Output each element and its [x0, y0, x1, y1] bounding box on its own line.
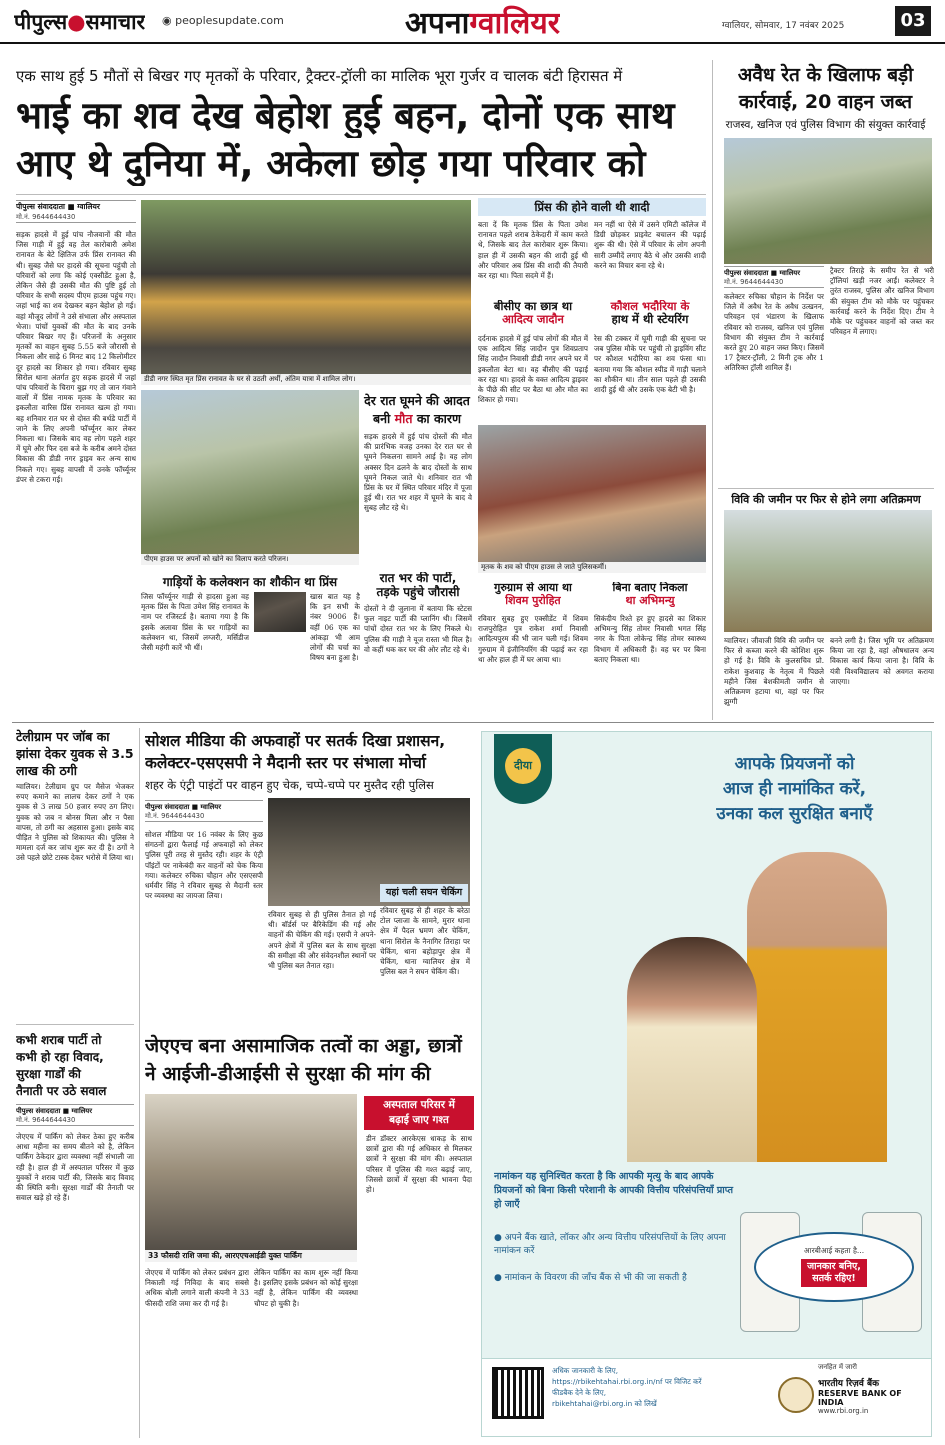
- abhimanyu-heading: बिना बताए निकला था अभिमन्यु: [612, 582, 688, 607]
- land-headline: विवि की जमीन पर फिर से होने लगा अतिक्रमण: [731, 493, 921, 506]
- funeral-photo: [141, 200, 471, 385]
- diya-icon: दीया: [505, 748, 541, 784]
- land-photo: [724, 510, 932, 632]
- qr-code-icon[interactable]: [492, 1367, 544, 1419]
- ad-bullet-1: ● अपने बैंक खाते, लॉकर और अन्य वित्तीय परिसंपत्तियों के लिए अपना नामांकन करें: [494, 1233, 726, 1256]
- man-figure: [747, 852, 887, 1162]
- rbi-link[interactable]: https://rbikehtahai.rbi.org.in/nf पर विजिट करें: [552, 1377, 702, 1386]
- jah-col-2: लेकिन पार्किंग का काम शुरू नहीं किया है। इसलिए इसके प्रबंधन को कोई सुरक्षा नहीं है, लेकिन पार्किंग की व्यवस्था चौपट हो चुकी है।: [254, 1268, 358, 1308]
- page-number: 03: [895, 6, 931, 36]
- grief-photo-caption: पीएम हाउस पर अपनों को खोने का विलाप करते परिजन।: [141, 554, 359, 565]
- hospital-box-heading: अस्पताल परिसर में बढ़ाई जाए गश्त: [364, 1096, 474, 1130]
- car-side-text: खास बात यह है कि इन सभी के नंबर 9006 हैं। वहीं 06 एक का आंकड़ा भी आम लोगों की चर्चा का विषय बना हुआ है।: [310, 592, 360, 663]
- hospital-box-body: डीन डॉक्टर आरकेएस धाकड़ के साथ छात्रों द्वारा की गई अधिकार से मिलकर छात्रों ने सुरक्षा की मांग की। अस्पताल परिसर में पुलिस की गश्त बढ़ाई जाए, जिससे छात्रों में सुरक्षा की भावना पैदा हो।: [366, 1134, 472, 1195]
- checking-box-heading: यहां चली सघन चेकिंग: [380, 884, 468, 902]
- lead-headline-2: आए थे दुनिया में, अकेला छोड़ गया परिवार को: [16, 142, 646, 185]
- section-title: अपनाग्वालियर: [405, 6, 561, 41]
- party-body: दोस्तों ने दी जुलाना में बताया कि स्टेटस फुल नाइट पार्टी की प्लानिंग थी। जिसमें पांचों दोस्त रात भर के लिए निकले थे। पुलिस की गाड़ी ने यूज रास्ता भी मिल है। वो कहीं थक कर घर की ओर लौट रहे थे।: [364, 604, 472, 654]
- ad-contact-bar: [482, 1358, 932, 1437]
- lead-byline: पीपुल्स संवाददाता ■ ग्वालियर मो.नं. 9644644430: [16, 200, 136, 223]
- dateline: ग्वालियर, सोमवार, 17 नवंबर 2025: [722, 21, 845, 31]
- website[interactable]: ◉ peoplesupdate.com: [162, 14, 284, 27]
- lead-body: सड़क हादसे में हुई पांच नौजवानों की मौत जिस गाड़ी में हुई वह तेल कारोबारी अमेश रानावत के बेटे क्षितिज उर्फ प्रिंस रानावत की थी। सुबह जैसे घर हादसे की सूचना पहुंची तो परिवारों को लगा कि कोई एक्सीडेंट हुआ है, लेकिन जैसे ही उसकी मौत की पुष्टि हुई तो परिवार के सभी सदस्य पीएम हाउस पहुंच गए। जहां भाई का शव देखकर बहन बेहोश हो गई। वहां मौजूद लोगों ने उसे संभाला और अस्पताल भेजा। पांचों युवकों की मौत के बाद उनके परिवार बिखर गए हैं। परिजनों के अनुसार मृतकों का वाहन सुबह 5.55 बजे जौरासी से निकला और साढ़े 6 मिनट बाद 12 किलोमीटर दूर हादसे का शिकार हो गया। रविवार सुबह सिरोल थाना अंतर्गत हुए सड़क हादसे में जहां पांच परिवारों के चिराग बुझ गए तो जान गंवाने वालों में प्रिंस नामक मृतक के परिवार का इकलौता वारिस प्रिंस रानावत खत्म हो गया। बह शनिवार रात घर से दोस्त की बर्थडे पार्टी में जाने के लिए अपनी फॉर्च्यूनर कार लेकर निकला था। जिसके बाद वह लोग पहले शहर में घूमे और फिर दस बजे के करीब अमने दोस्त विकास की डीडी नगर ड्राइव कर अन्य साथ निकले गए। सुबह वापसी में उनके फॉर्च्यूनर डंपर से टकरा गई।: [16, 230, 136, 484]
- globe-icon: ◉: [162, 14, 176, 27]
- social-headline: सोशल मीडिया की अफवाहों पर सतर्क दिखा प्रशासन, कलेक्टर-एसएसपी ने मैदानी स्तर पर संभाला मोर्चा: [145, 732, 446, 772]
- ad-bullet-2: ● नामांकन के विवरण की जाँच बैंक से भी की जा सकती है: [494, 1273, 687, 1283]
- masthead: [0, 0, 945, 44]
- party-heading: रात भर की पार्टी, तड़के पहुंचे जौरासी: [376, 572, 460, 599]
- bullet-icon: ●: [494, 1273, 505, 1283]
- bca-heading: बीसीए का छात्र था आदित्य जादौन: [493, 300, 573, 327]
- wedding-col-1: बता दें कि मृतक प्रिंस के पिता उमेश रानावत पहले शराब ठेकेदारी में काम करते थे, जिसके बाद तेल कारोबार शुरू किया। हाल ही में उसकी बहन की शादी हुई थी और परिवार अब प्रिंस की शादी की तैयारी कर रहा था। पिता सदमे में हैं।: [478, 220, 588, 281]
- woman-figure: [627, 937, 757, 1162]
- diya-badge: [494, 734, 552, 804]
- social-deck: शहर के एंट्री पाइंटों पर वाहन हुए चेक, चप्पे-चप्पे पर मुस्तैद रही पुलिस: [145, 778, 434, 792]
- social-col-1: सोशल मीडिया पर 16 नवंबर के लिए कुछ संगठनों द्वारा फैलाई गई अफवाहों को लेकर पुलिस पूरी तरह से मुस्तैद रही। शहर के एंट्री पॉइंटों पर नाकेबंदी कर वाहनों को चेक किया गया। कलेक्टर रुचिका चौहान और एसएसपी धर्मवीर सिंह ने रविवार सुबह से मैदानी स्तर पर व्यवस्था का जायजा लिया।: [145, 830, 263, 901]
- bodies-photo-caption: मृतक के शव को पीएम हाउस ले जाते पुलिसकर्मी।: [478, 562, 706, 573]
- students-photo: [145, 1094, 357, 1262]
- jah-headline: जेएएच बना असामाजिक तत्वों का अड्डा, छात्रों ने आईजी-डीआईसी से सुरक्षा की मांग की: [145, 1035, 462, 1085]
- ad-headline: आपके प्रियजनों को आज ही नामांकित करें, उनका कल सुरक्षित बनाएँ: [716, 754, 873, 824]
- kaushal-body: रेस की टक्कर में घूमी गाड़ी की सूचना पर जब पुलिस मौके पर पहुंची तो ड्राइविंग सीट पर कौशल भदौरिया का शव फंसा था। बताया गया कि कौशल स्पीड में गाड़ी चलाने का शौकीन था। तीन साल पहले ही उसकी शादी हुई थी और उसके एक बेटी भी है।: [594, 334, 706, 395]
- jah-col-1: जेएएच में पार्किंग को लेकर प्रबंधन द्वारा निकाली गई निविदा के बाद सबसे अधिक बोली लगाने वाली कंपनी ने 33 फीसदी राशि जमा कर दी गई है।: [145, 1268, 249, 1308]
- social-byline: पीपुल्स संवाददाता ■ ग्वालियर मो.नं. 9644644430: [145, 800, 263, 822]
- students-photo-caption: 33 फौसदी राशि जमा की, आरएएचआईडी युक्त पार्किंग: [145, 1250, 357, 1262]
- sand-photo: [724, 138, 932, 264]
- ad-intro: नामांकन यह सुनिश्चित करता है कि आपकी मृत्यु के बाद आपके प्रियजनों को बिना किसी परेशानी के आपकी वित्तीय परिसंपत्तियाँ प्राप्त हो जाएँ: [494, 1171, 734, 1210]
- social-col-2: रविवार सुबह से ही पुलिस तैनात हो गई थी। बॉर्डर्स पर बैरिकेडिंग की गई और वाहनों की चेकिंग की गई। एसपी ने अपने-अपने क्षेत्रों में पुलिस बल के साथ सुरक्षा की समीक्षा की और संवेदनशील स्थानों पर भी पुलिस बल तैनात रहा।: [268, 910, 376, 971]
- rbi-bubble: आरबीआई कहता है... जानकार बनिए, सतर्क रहिए!: [754, 1232, 914, 1302]
- funeral-photo-caption: डीडी नगर स्थित मृत प्रिंस रानावत के घर से उठती अर्थी, अंतिम यात्रा में शामिल लोग।: [141, 374, 471, 385]
- liquor-headline: कभी शराब पार्टी तो कभी हो रहा विवाद, सुरक्षा गार्डों की तैनाती पर उठे सवाल: [16, 1033, 107, 1098]
- sand-col-1: कलेक्टर रुचिका चौहान के निर्देश पर जिले में अवैध रेत के अवैध उत्खनन, परिवहन एवं भंडारण के खिलाफ रविवार को राजस्व, खनिज एवं पुलिस विभाग की संयुक्त टीम ने कार्रवाई करते हुए 20 वाहन जब्त किए। जिसमें 17 ट्रैक्टर-ट्रॉली, 2 मिनी ट्रक और 1 अतिरिक्त ट्रॉली शामिल हैं।: [724, 292, 824, 373]
- car-photo: [254, 592, 306, 632]
- bca-body: दर्दनाक हादसे में हुई पांच लोगों की मौत में एक आदित्य सिंह जादौन पुत्र शिवप्रताप सिंह जादौन निवासी डीडी नगर अपने घर में इकलौता बेटा था। वह बीसीए की पढ़ाई कर रहा था। हादसे के वक्त आदित्य ड्राइवर के पीछे की सीट पर बैठा था और मौत का शिकार हो गया।: [478, 334, 588, 405]
- rbi-emblem-icon: [778, 1377, 814, 1413]
- late-night-heading: देर रात घूमने की आदत बनी मौत का कारण: [364, 393, 470, 426]
- rbi-issuer: जनहित में जारी भारतीय रिज़र्व बैंक RESERVE BANK OF INDIA www.rbi.org.in: [774, 1363, 929, 1415]
- telegram-body: ग्वालियर। टेलीग्राम ग्रुप पर मैसेज भेजकर रुपए कमाने का लालच देकर ठगों ने एक युवक से 3 लाख 50 हजार रुपए ठग लिए। युवक को जब न बोनस मिला और न पैसा वापस, तो ठगी का अहसास हुआ। इसके बाद पीड़ित ने पुलिस को शिकायत की। पुलिस ने मामला दर्ज कर जांच शुरू कर दी है। ठगों ने उसे पहले छोटे टास्क देकर भरोसे में लिया था।: [16, 782, 134, 863]
- rbi-advertisement[interactable]: [481, 731, 932, 1437]
- lead-headline-1: भाई का शव देख बेहोश हुई बहन, दोनों एक साथ: [16, 94, 675, 137]
- land-col-1: ग्वालियर। जीवाजी विवि की जमीन पर फिर से कब्जा करने की कोशिश शुरू हो गई है। विवि के कुलसचिव प्रो. राकेश कुशवाह के नेतृत्व में पिछले महीने जिस बेशकीमती जमीन से अतिक्रमण हटाया था, वहां पर फिर झुग्गी: [724, 636, 824, 707]
- liquor-byline: पीपुल्स संवाददाता ■ ग्वालियर मो.नं. 9644644430: [16, 1104, 134, 1126]
- bodies-photo: [478, 425, 706, 573]
- grief-photo: [141, 390, 359, 565]
- late-night-body: सड़क हादसे में हुई पांच दोस्तों की मौत की प्रारंभिक वजह उनका देर रात घर से घूमने निकलना सामने आई है। वह लोग अक्सर दिन ढलने के बाद दोस्तों के साथ घूमने निकल जाते थे। शनिवार रात भी प्रिंस के घर में स्थित परिवार मंदिर में पूजा हुई थी। रात भर शहर में घूमने के बाद वे सुबह लौट रहे थे।: [364, 432, 472, 513]
- sand-headline: अवैध रेत के खिलाफ बड़ी कार्रवाई, 20 वाहन जब्त: [737, 64, 914, 113]
- wedding-heading: प्रिंस की होने वाली थी शादी: [478, 198, 706, 216]
- wedding-col-2: मन नहीं था ऐसे में उसने एमिटी कॉलेज में डिग्री छोड़कर प्राइवेट बचालन की पढ़ाई शुरू की थी। ऐसे में परिवार के लोग अपनी सारी उम्मीदें लगाए बैठे थे और उसकी शादी करने का विचार बना रहे थे।: [594, 220, 706, 270]
- bullet-icon: ●: [494, 1233, 505, 1243]
- sand-deck: राजस्व, खनिज एवं पुलिस विभाग की संयुक्त कार्रवाई: [725, 119, 926, 131]
- gurugram-heading: गुरुग्राम से आया था शिवम पुरोहित: [494, 582, 572, 607]
- checking-box-body: रविवार सुबह से ही शहर के बरेठा टोल प्लाजा के सामने, मुरार थाना क्षेत्र में पैदल भ्रमण और चेकिंग, थाना सिरोल के नैनागिर तिराहा पर चेकिंग, थाना बहोड़ापुर क्षेत्र में चेकिंग, थाना ग्वालियर क्षेत्र में पुलिस बल ने सघन चेकिंग की।: [380, 906, 470, 977]
- gurugram-body: रविवार सुबह हुए एक्सीडेंट में शिवम राजपुरोहित पुत्र राकेश शर्मा निवासी आदित्यपुरम की भी जान चली गई। शिवम गुरुग्राम में इंजीनियरिंग की पढ़ाई कर रहा था और हाल ही में घर आया था।: [478, 614, 588, 664]
- abhimanyu-body: सिकंदीय रिश्ते हर हुए हादसे का शिकार अभिमन्यु सिंह तोमर निवासी भगत सिंह नगर के पिता लोकेन्द्र सिंह तोमर स्वास्थ्य विभाग में अधिकारी हैं। वह घर पर बिना बताए निकला था।: [594, 614, 706, 664]
- car-body: जिस फॉर्च्यूनर गाड़ी से हादसा हुआ वह मृतक प्रिंस के पिता उमेश सिंह रानावत के नाम पर रजिस्टर्ड है। बताया गया है कि इसके अलावा प्रिंस के घर गाड़ियों का कलेक्शन था, जिसमें लग्जरी, मर्सिडीज जैसी महंगी कारें भी थीं।: [141, 592, 249, 653]
- couple-photo: [597, 832, 927, 1162]
- rbi-email[interactable]: rbikehtahai@rbi.org.in को लिखें: [552, 1399, 657, 1408]
- sand-byline: पीपुल्स संवाददाता ■ ग्वालियर मो.नं. 9644644430: [724, 266, 824, 288]
- sand-col-2: ट्रैक्टर तिराहे के समीप रेत से भरी ट्रॉलियां खड़ी नजर आईं। कलेक्टर ने तुरंत राजस्व, पुलिस और खनिज विभाग की संयुक्त टीम को मौके पर पहुंचकर कार्रवाई करने के निर्देश दिए। टीम ने मौके पर पहुंचकर वाहनों को जब्त कर परिवहन में लगाए।: [830, 266, 934, 337]
- contact-text: अधिक जानकारी के लिए, https://rbikehtahai.rbi.org.in/nf पर विजिट करें फीडबैक देने के लिए, rbikehtahai@rbi.org.in को लिखें: [552, 1365, 772, 1409]
- car-heading: गाड़ियों के कलेक्शन का शौकीन था प्रिंस: [162, 575, 338, 589]
- kaushal-heading: कौशल भदौरिया के हाथ में थी स्टेयरिंग: [610, 300, 690, 327]
- paper-logo: पीपुल्स●समाचार: [14, 10, 146, 34]
- land-col-2: बनने लगी है। जिस भूमि पर अतिक्रमण किया जा रहा है, वहां औषधालय अन्य विकास कार्य किया जाना है। विवि के यंत्री विश्वविद्यालय को अवगत कराया जाएगा।: [830, 636, 934, 686]
- lead-kicker: एक साथ हुई 5 मौतों से बिखर गए मृतकों के परिवार, ट्रैक्टर-ट्रॉली का मालिक भूरा गुर्जर व चालक बंटी हिरासत में: [16, 67, 623, 85]
- liquor-body: जेएएच में पार्किंग को लेकर ठेका हुए करीब आधा महीना का समय बीतने को है, लेकिन पार्किंग ठेकेदार द्वारा व्यवस्था नहीं संभाली जा रही है। हाल ही में अस्पताल परिसर में कुछ युवकों ने शराब पार्टी की, जिसके बाद विवाद की स्थिति बनी। सुरक्षा गार्डों की तैनाती पर सवाल खड़े हो रहे हैं।: [16, 1132, 134, 1203]
- telegram-headline: टेलीग्राम पर जॉब का झांसा देकर युवक से 3.5 लाख की ठगी: [16, 729, 134, 778]
